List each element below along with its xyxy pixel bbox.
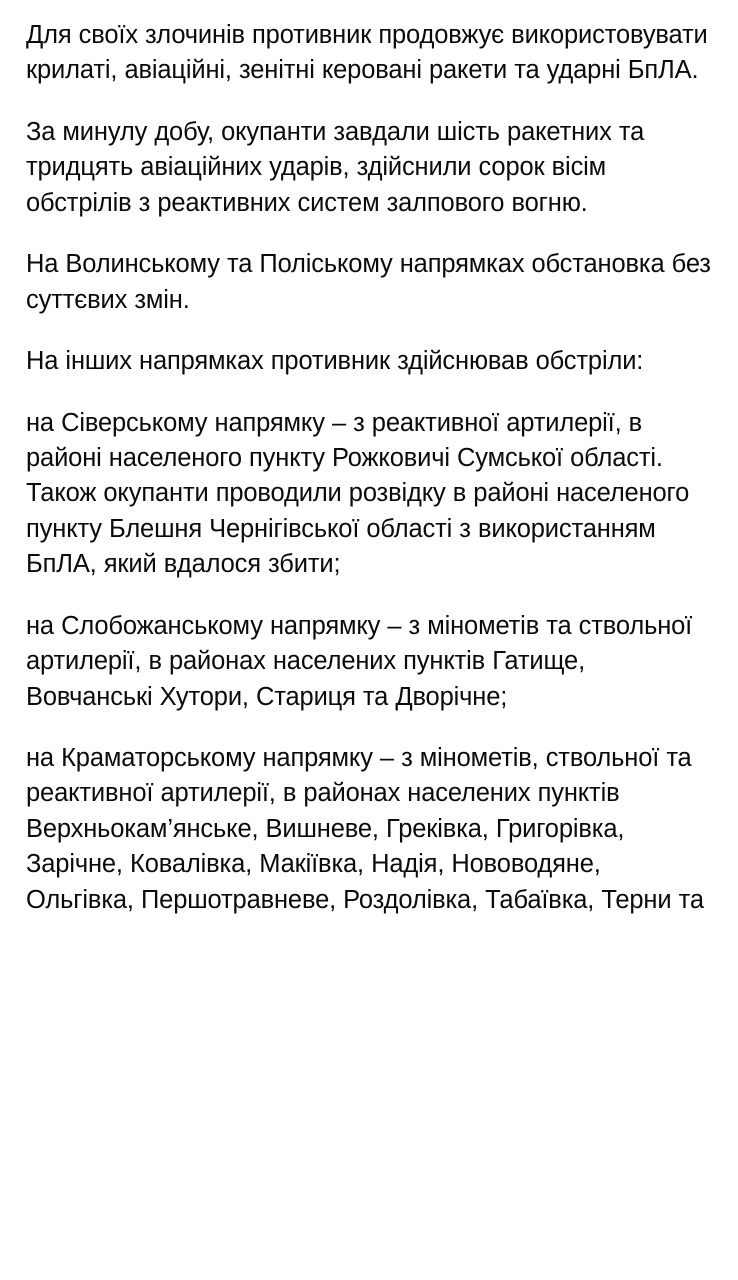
paragraph-siverskyi-direction: на Сіверському напрямку – з реактивної артилерії, в районі населеного пункту Рожковичі Сумської області. Також окупанти проводили розвідку в районі населеного пункту Блешня Чернігівської області з використанням БпЛА, який вдалося збити; [26,408,697,579]
paragraph-other-directions-intro: На інших напрямках противник здійснював обстріли: [26,347,644,376]
paragraph-volyn-polissya: На Волинському та Поліському напрямках обстановка без суттєвих змін. [26,250,718,314]
paragraph-slobozhanskyi-direction: на Слобожанському напрямку – з мінометів та ствольної артилерії, в районах населених пунктів Гатище, Вовчанські Хутори, Стариця та Дворічне; [26,611,700,711]
paragraph-kramatorskyi-direction: на Краматорському напрямку – з мінометів, ствольної та реактивної артилерії, в районах населених пунктів Верхньокам’янське, Вишневе, Греківка, Григорівка, Зарічне, Ковалівка, Макіївка, Надія, Нововодяне, Ольгівка, Першотравневе, Роздолівка, Табаївка, Терни та [26,744,704,914]
paragraph-past-day-strikes: За минулу добу, окупанти завдали шість ракетних та тридцять авіаційних ударів, здійснили сорок вісім обстрілів з реактивних систем залпового вогню. [26,117,652,217]
paragraph-weapons: Для своїх злочинів противник продовжує використовувати крилаті, авіаційні, зенітні керовані ракети та ударні БпЛА. [26,21,715,85]
